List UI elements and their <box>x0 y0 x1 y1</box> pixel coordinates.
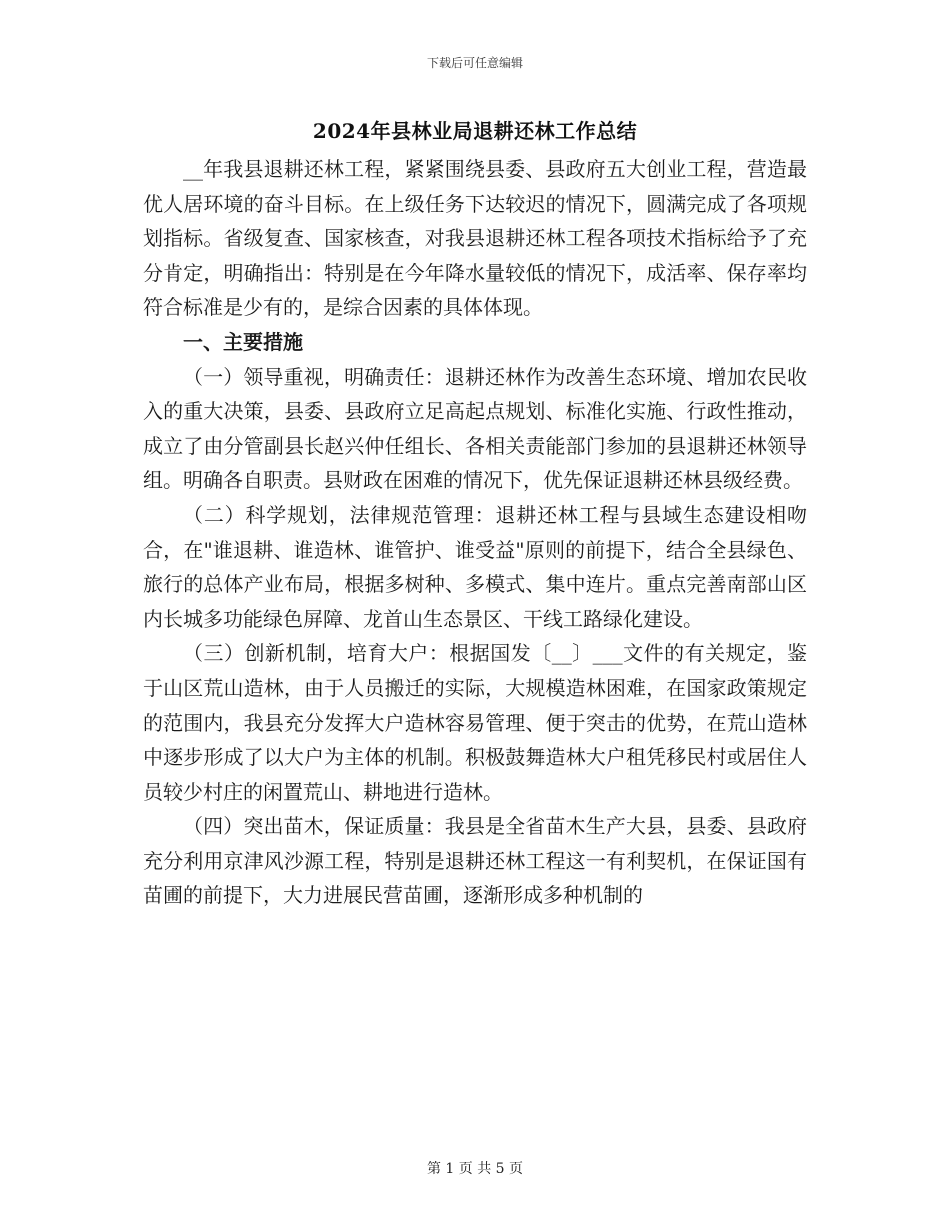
document-title: 2024年县林业局退耕还林工作总结 <box>312 119 638 143</box>
paragraph-1: （一）领导重视，明确责任：退耕还林作为改善生态环境、增加农民收入的重大决策，县委、县政府立足高起点规划、标准化实施、行政性推动，成立了由分管副县长赵兴仲任组长、各相关责能部门参加的县退耕还林领导组。明确各自职责。县财政在困难的情况下，优先保证退耕还林县级经费。 <box>143 364 807 493</box>
paragraph-3: （三）创新机制，培育大户：根据国发〔__〕___文件的有关规定，鉴于山区荒山造林，由于人员搬迁的实际，大规模造林困难，在国家政策规定的范围内，我县充分发挥大户造林容易管理、便于突击的优势，在荒山造林中逐步形成了以大户为主体的机制。积极鼓舞造林大户租凭移民村或居住人员较少村庄的闲置荒山、耕地进行造林。 <box>143 641 807 804</box>
paragraph-2: （二）科学规划，法律规范管理：退耕还林工程与县域生态建设相吻合，在"谁退耕、谁造林、谁管护、谁受益"原则的前提下，结合全县绿色、旅行的总体产业布局，根据多树种、多模式、集中连片。重点完善南部山区内长城多功能绿色屏障、龙首山生态景区、干线工路绿化建设。 <box>143 502 807 631</box>
page-number: 第 1 页 共 5 页 <box>426 1161 524 1177</box>
section-heading: 一、主要措施 <box>183 329 303 354</box>
paragraph-4: （四）突出苗木，保证质量：我县是全省苗木生产大县，县委、县政府充分利用京津风沙源工程，特别是退耕还林工程这一有利契机，在保证国有苗圃的前提下，大力进展民营苗圃，逐渐形成多种机制的 <box>143 814 807 908</box>
intro-paragraph: __年我县退耕还林工程，紧紧围绕县委、县政府五大创业工程，营造最优人居环境的奋斗目标。在上级任务下达较迟的情况下，圆满完成了各项规划指标。省级复查、国家核查，对我县退耕还林工程各项技术指标给予了充分肯定，明确指出：特别是在今年降水量较低的情况下，成活率、保存率均符合标准是少有的，是综合因素的具体体现。 <box>143 157 807 320</box>
header-note: 下载后可任意编辑 <box>426 56 523 70</box>
document-body <box>143 152 807 913</box>
